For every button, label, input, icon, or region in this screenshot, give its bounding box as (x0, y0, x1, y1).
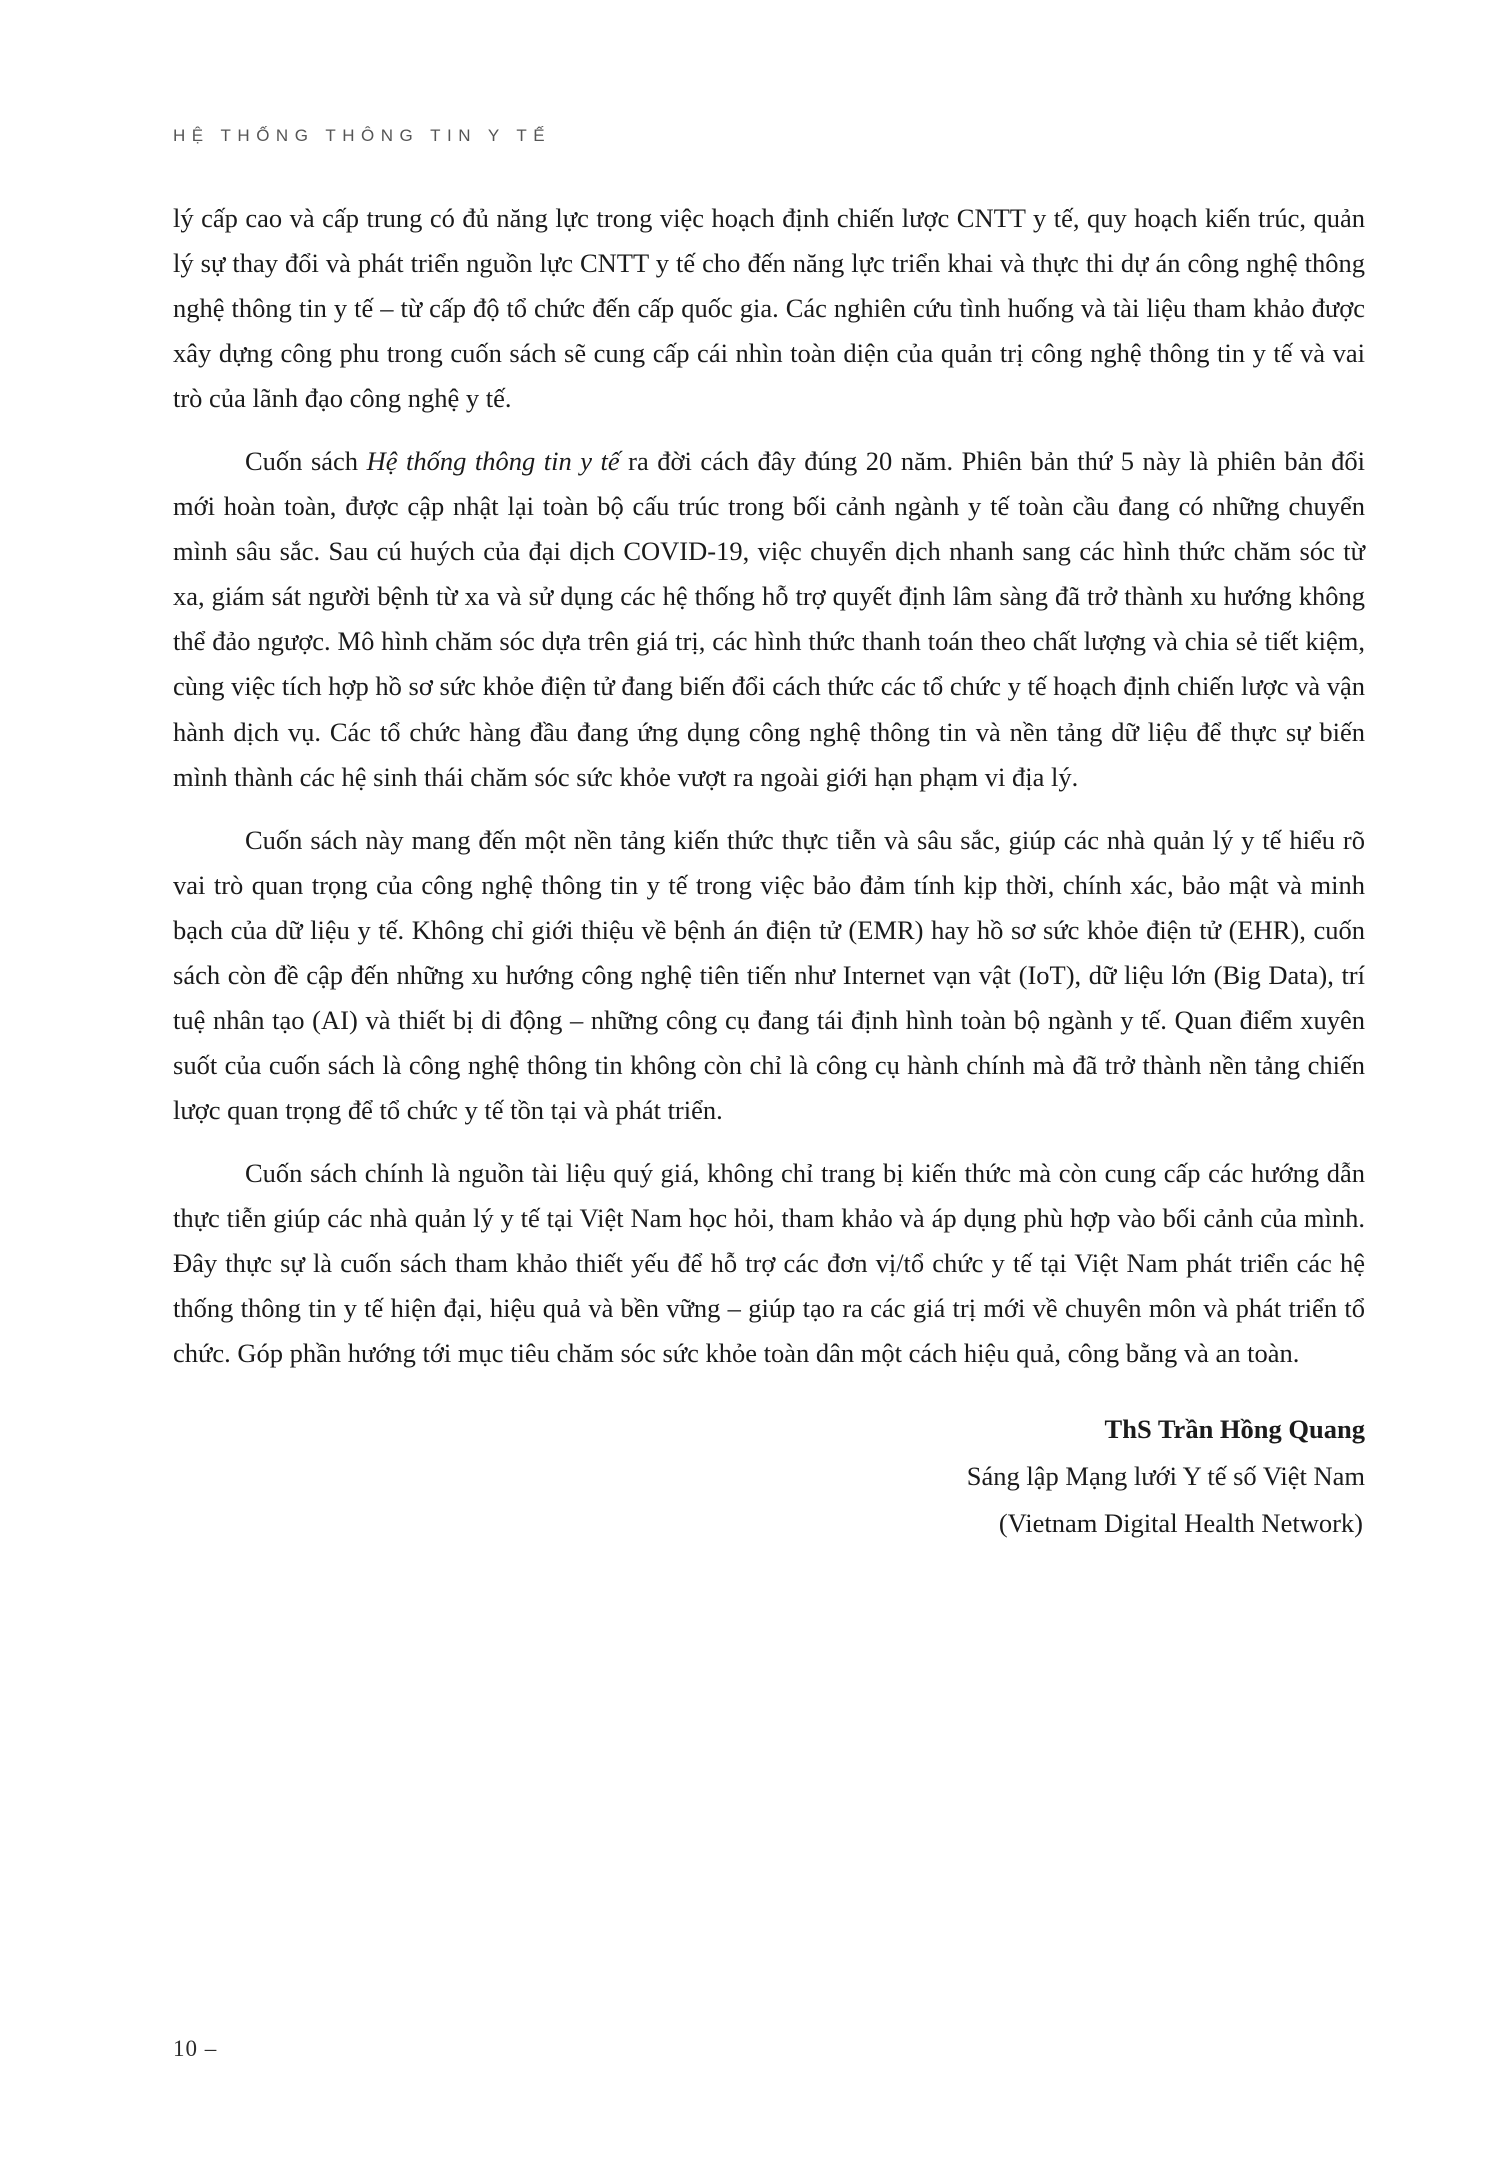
page-number: 10 – (173, 2036, 218, 2061)
paragraph-2-rest: ra đời cách đây đúng 20 năm. Phiên bản thứ 5 này là phiên bản đổi mới hoàn toàn, được cập nhật lại toàn bộ cấu trúc trong bối cảnh ngành y tế toàn cầu đang có những chuyển mình sâu sắc. Sau cú huých của đại dịch COVID-19, việc chuyển dịch nhanh sang các hình thức chăm sóc từ xa, giám sát người bệnh từ xa và sử dụng các hệ thống hỗ trợ quyết định lâm sàng đã trở thành xu hướng không thể đảo ngược. Mô hình chăm sóc dựa trên giá trị, các hình thức thanh toán theo chất lượng và chia sẻ tiết kiệm, cùng việc tích hợp hồ sơ sức khỏe điện tử đang biến đổi cách thức các tổ chức y tế hoạch định chiến lược và vận hành dịch vụ. Các tổ chức hàng đầu đang ứng dụng công nghệ thông tin và nền tảng dữ liệu để thực sự biến mình thành các hệ sinh thái chăm sóc sức khỏe vượt ra ngoài giới hạn phạm vi địa lý. (173, 446, 1365, 792)
running-header: HỆ THỐNG THÔNG TIN Y TẾ (173, 126, 552, 145)
signature-org-vietnamese: Sáng lập Mạng lưới Y tế số Việt Nam (966, 1461, 1365, 1492)
book-title-italic: Hệ thống thông tin y tế (366, 446, 620, 477)
page-content (173, 196, 1365, 1548)
paragraph-4: Cuốn sách chính là nguồn tài liệu quý giá, không chỉ trang bị kiến thức mà còn cung cấp các hướng dẫn thực tiễn giúp các nhà quản lý y tế tại Việt Nam học hỏi, tham khảo và áp dụng phù hợp vào bối cảnh của mình. Đây thực sự là cuốn sách tham khảo thiết yếu để hỗ trợ các đơn vị/tổ chức y tế tại Việt Nam phát triển các hệ thống thông tin y tế hiện đại, hiệu quả và bền vững – giúp tạo ra các giá trị mới về chuyên môn và phát triển tổ chức. Góp phần hướng tới mục tiêu chăm sóc sức khỏe toàn dân một cách hiệu quả, công bằng và an toàn. (173, 1157, 1365, 1369)
page-footer (173, 2036, 217, 2062)
paragraph-1: lý cấp cao và cấp trung có đủ năng lực trong việc hoạch định chiến lược CNTT y tế, quy hoạch kiến trúc, quản lý sự thay đổi và phát triển nguồn lực CNTT y tế cho đến năng lực triển khai và thực thi dự án công nghệ thông nghệ thông tin y tế – từ cấp độ tổ chức đến cấp quốc gia. Các nghiên cứu tình huống và tài liệu tham khảo được xây dựng công phu trong cuốn sách sẽ cung cấp cái nhìn toàn diện của quản trị công nghệ thông tin y tế và vai trò của lãnh đạo công nghệ y tế. (173, 203, 1365, 414)
paragraph-3: Cuốn sách này mang đến một nền tảng kiến thức thực tiễn và sâu sắc, giúp các nhà quản lý y tế hiểu rõ vai trò quan trọng của công nghệ thông tin y tế trong việc bảo đảm tính kịp thời, chính xác, bảo mật và minh bạch của dữ liệu y tế. Không chỉ giới thiệu về bệnh án điện tử (EMR) hay hồ sơ sức khỏe điện tử (EHR), cuốn sách còn đề cập đến những xu hướng công nghệ tiên tiến như Internet vạn vật (IoT), dữ liệu lớn (Big Data), trí tuệ nhân tạo (AI) và thiết bị di động – những công cụ đang tái định hình toàn bộ ngành y tế. Quan điểm xuyên suốt của cuốn sách là công nghệ thông tin không còn chỉ là công cụ hành chính mà đã trở thành nền tảng chiến lược quan trọng để tổ chức y tế tồn tại và phát triển. (173, 824, 1365, 1125)
paragraph-2 (173, 439, 1365, 799)
signature-name: ThS Trần Hồng Quang (1104, 1414, 1365, 1445)
signature-block (173, 1406, 1365, 1547)
signature-org-english: (Vietnam Digital Health Network) (998, 1508, 1363, 1539)
paragraph-2-lead: Cuốn sách (245, 446, 367, 477)
